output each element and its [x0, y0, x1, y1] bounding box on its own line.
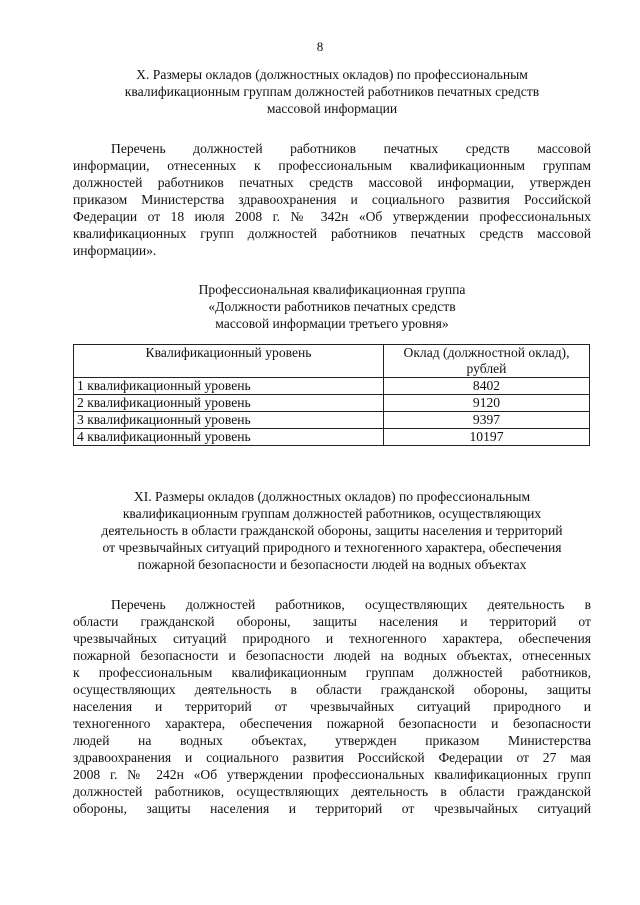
paragraph-line: квалификационных групп должностей работников печатных средств массовой: [73, 226, 591, 241]
paragraph-line: Перечень должностей работников, осуществляющих деятельность в: [111, 597, 591, 612]
paragraph-line: информации, отнесенных к профессиональным квалификационным группам: [73, 158, 591, 173]
level-cell: 2 квалификационный уровень: [74, 395, 384, 412]
header-qualification-level: Квалификационный уровень: [74, 345, 384, 378]
paragraph-line: осуществляющих деятельность в области гражданской обороны, защиты: [73, 682, 591, 697]
table-row: [74, 395, 590, 412]
paragraph-line: Перечень должностей работников печатных средств массовой: [111, 141, 591, 156]
salary-cell: 8402: [384, 378, 590, 395]
paragraph-line: 2008 г. № 242н «Об утверждении профессиональных квалификационных групп: [73, 767, 591, 782]
group-title-line: массовой информации третьего уровня»: [215, 316, 449, 331]
salary-cell: 10197: [384, 429, 590, 446]
section-10-heading: [72, 66, 592, 117]
table-row: [74, 429, 590, 446]
heading-line: массовой информации: [266, 101, 398, 116]
heading-line: X. Размеры окладов (должностных окладов) по профессиональным: [136, 67, 528, 82]
header-salary: [384, 345, 590, 378]
salary-table: [73, 344, 590, 446]
heading-line: пожарной безопасности и безопасности людей на водных объектах: [137, 557, 527, 572]
salary-cell: 9120: [384, 395, 590, 412]
paragraph-line: к профессиональным квалификационным группам должностей работников,: [73, 665, 591, 680]
header-salary-line: Оклад (должностной оклад),: [403, 345, 570, 360]
heading-line: от чрезвычайных ситуаций природного и техногенного характера, обеспечения: [102, 540, 562, 555]
section-11-paragraph: [73, 596, 591, 817]
paragraph-line: Федерации от 18 июля 2008 г. № 342н «Об утверждении профессиональных: [73, 209, 591, 224]
group-title-line: Профессиональная квалификационная группа: [198, 282, 466, 297]
heading-line: деятельность в области гражданской обороны, защиты населения и территорий: [101, 523, 563, 538]
table-header-row: [74, 345, 590, 378]
heading-line: XI. Размеры окладов (должностных окладов) по профессиональным: [133, 489, 531, 504]
section-10-paragraph: [73, 140, 591, 259]
header-salary-line: рублей: [466, 361, 507, 376]
paragraph-line: техногенного характера, обеспечения пожарной безопасности и безопасности: [73, 716, 591, 731]
paragraph-line: приказом Министерства здравоохранения и социального развития Российской: [73, 192, 591, 207]
paragraph-line: населения и территорий от чрезвычайных ситуаций природного и: [73, 699, 591, 714]
paragraph-line: обороны, защиты населения и территорий от чрезвычайных ситуаций: [73, 801, 591, 816]
level-cell: 1 квалификационный уровень: [74, 378, 384, 395]
paragraph-line: должностей работников, осуществляющих деятельность в области гражданской: [73, 784, 591, 799]
table-row: [74, 412, 590, 429]
level-cell: 3 квалификационный уровень: [74, 412, 384, 429]
table-row: [74, 378, 590, 395]
paragraph-line: здравоохранения и социального развития Российской Федерации от 27 мая: [73, 750, 591, 765]
paragraph-line: информации».: [73, 243, 157, 258]
heading-line: квалификационным группам должностей работников печатных средств: [124, 84, 540, 99]
paragraph-line: пожарной безопасности и безопасности людей на водных объектах, отнесенных: [73, 648, 591, 663]
page-number: 8: [316, 39, 324, 54]
paragraph-line: чрезвычайных ситуаций природного и техногенного характера, обеспечения: [73, 631, 591, 646]
heading-line: квалификационным группам должностей работников, осуществляющих: [122, 506, 542, 521]
salary-cell: 9397: [384, 412, 590, 429]
group-title: [72, 281, 592, 332]
level-cell: 4 квалификационный уровень: [74, 429, 384, 446]
paragraph-line: людей на водных объектах, утвержден приказом Министерства: [73, 733, 591, 748]
section-11-heading: [72, 488, 592, 573]
group-title-line: «Должности работников печатных средств: [208, 299, 456, 314]
paragraph-line: области гражданской обороны, защиты населения и территорий от: [73, 614, 591, 629]
paragraph-line: должностей работников печатных средств массовой информации, утвержден: [73, 175, 591, 190]
